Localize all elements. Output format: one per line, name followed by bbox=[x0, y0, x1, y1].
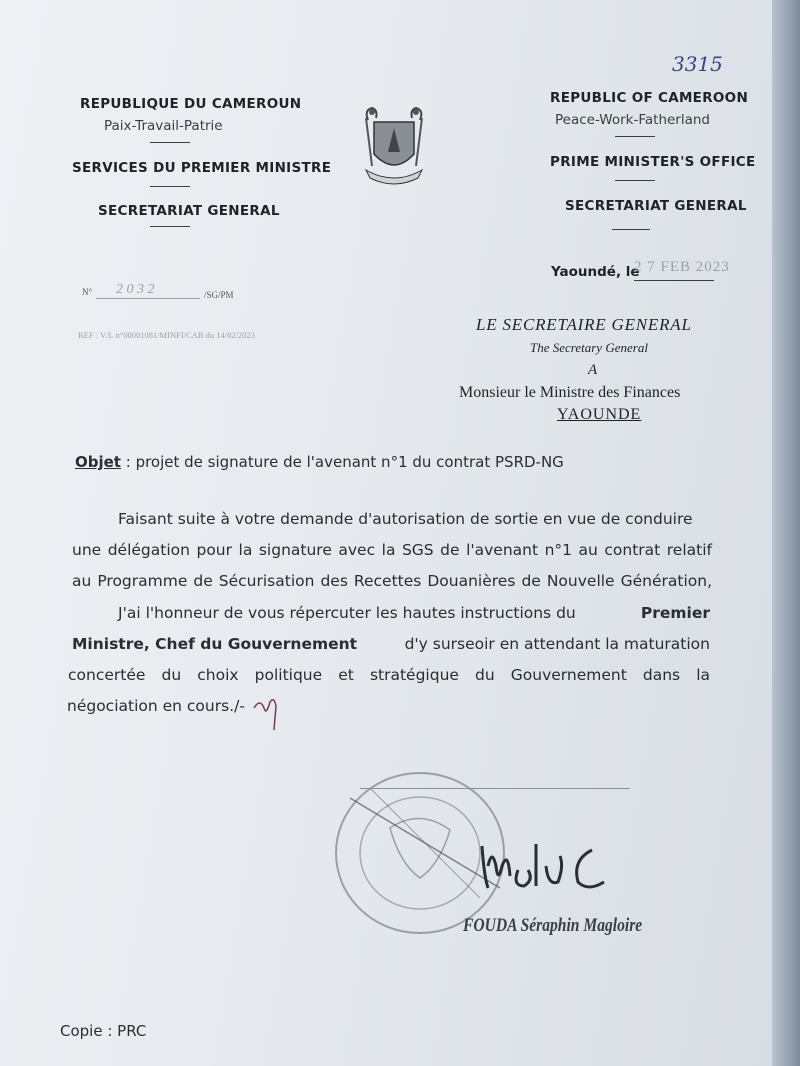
body-line: Faisant suite à votre demande d'autorisation de sortie en vue de conduire bbox=[118, 510, 693, 528]
sender-title: LE SECRETAIRE GENERAL bbox=[476, 315, 692, 334]
signatory-name: FOUDA Séraphin Magloire bbox=[463, 915, 643, 936]
body-line bbox=[72, 635, 710, 653]
subject-text: : projet de signature de l'avenant n°1 du contrat PSRD-NG bbox=[120, 453, 564, 471]
number-suffix: /SG/PM bbox=[204, 290, 234, 300]
body-line: une délégation pour la signature avec la SGS de l'avenant n°1 au contrat relatif bbox=[72, 541, 712, 559]
header-left-department: SECRETARIAT GENERAL bbox=[98, 203, 280, 219]
header-right-country: REPUBLIC OF CAMEROON bbox=[550, 90, 749, 106]
sender-title-english: The Secretary General bbox=[530, 340, 648, 355]
recipient-city: YAOUNDE bbox=[557, 406, 642, 423]
signature-icon bbox=[474, 836, 644, 896]
number-value: 2 0 3 2 bbox=[116, 282, 155, 297]
body-bold: Premier bbox=[640, 604, 710, 622]
header-left-office: SERVICES DU PREMIER MINISTRE bbox=[72, 160, 332, 176]
divider bbox=[615, 136, 655, 137]
number-label: N° bbox=[82, 287, 93, 297]
subject-line bbox=[75, 453, 564, 471]
coat-of-arms-icon bbox=[358, 106, 430, 190]
body-line bbox=[118, 604, 710, 622]
recipient: Monsieur le Ministre des Finances bbox=[459, 384, 681, 401]
divider bbox=[615, 180, 655, 181]
header-right-office: PRIME MINISTER'S OFFICE bbox=[550, 154, 756, 170]
date-underline bbox=[634, 280, 714, 281]
initials-mark-icon bbox=[252, 694, 282, 734]
signature-line bbox=[360, 788, 630, 789]
header-right-motto: Peace-Work-Fatherland bbox=[555, 112, 710, 128]
page-edge bbox=[772, 0, 800, 1066]
date-stamp: 2 7 FEB 2023 bbox=[634, 259, 730, 275]
number-dots bbox=[96, 298, 200, 299]
addressed-to: A bbox=[588, 362, 598, 378]
body-line: concertée du choix politique et stratégique du Gouvernement dans la bbox=[68, 666, 710, 684]
body-text: J'ai l'honneur de vous répercuter les hautes instructions du bbox=[118, 604, 576, 622]
header-right-department: SECRETARIAT GENERAL bbox=[565, 198, 747, 214]
divider bbox=[150, 186, 190, 187]
body-bold: Ministre, Chef du Gouvernement bbox=[72, 635, 358, 653]
body-line: négociation en cours./- bbox=[67, 697, 245, 715]
copy-line: Copie : PRC bbox=[60, 1022, 147, 1040]
divider bbox=[150, 142, 190, 143]
subject-label: Objet bbox=[75, 453, 121, 471]
reference-line: REF : V/L n°00001081/MINFI/CAB du 14/02/2023 bbox=[78, 330, 255, 340]
divider bbox=[612, 229, 650, 230]
handwritten-reference: 3315 bbox=[672, 52, 723, 76]
divider bbox=[150, 226, 190, 227]
header-left-country: REPUBLIQUE DU CAMEROUN bbox=[80, 96, 302, 112]
header-left-motto: Paix-Travail-Patrie bbox=[104, 118, 223, 134]
date-place: Yaoundé, le bbox=[551, 264, 640, 280]
body-text: d'y surseoir en attendant la maturation bbox=[404, 635, 710, 653]
body-line: au Programme de Sécurisation des Recettes Douanières de Nouvelle Génération, bbox=[72, 572, 712, 590]
